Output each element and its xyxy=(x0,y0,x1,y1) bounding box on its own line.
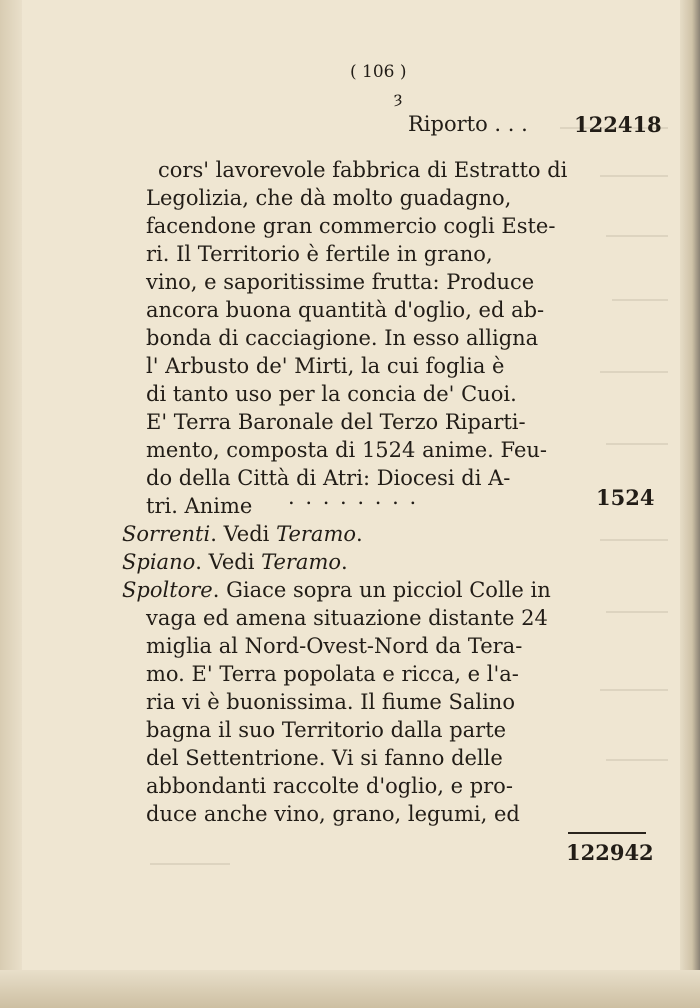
entry-spiano xyxy=(122,548,348,576)
entry-term: Spoltore xyxy=(122,578,213,602)
entry-ref: Teramo xyxy=(261,550,342,574)
body-line: do della Città di Atri: Diocesi di A- xyxy=(146,466,511,490)
carried-forward-value: 122418 xyxy=(574,112,662,137)
leader-dots: . . . . . . . . xyxy=(288,485,419,509)
body-line: bagna il suo Territorio dalla parte xyxy=(146,718,507,742)
total-rule xyxy=(568,832,646,834)
entry-spoltore xyxy=(122,576,551,604)
body-line: di tanto uso per la concia de' Cuoi. xyxy=(146,382,517,406)
entry-text: . Giace sopra un picciol Colle in xyxy=(212,578,551,602)
body-line: ria vi è buonissima. Il fiume Salino xyxy=(146,690,515,714)
running-total: 122942 xyxy=(566,840,654,865)
entry-end: . xyxy=(341,550,348,574)
body-line: vaga ed amena situazione distante 24 xyxy=(146,606,548,630)
page-number: ( 106 ) xyxy=(350,62,407,82)
body-line: vino, e saporitissime frutta: Produce xyxy=(146,270,535,294)
body-line: mento, composta di 1524 anime. Feu- xyxy=(146,438,547,462)
body-line: Legolizia, che dà molto guadagno, xyxy=(146,186,512,210)
entry-text: . Vedi xyxy=(210,522,277,546)
body-line: l' Arbusto de' Mirti, la cui foglia è xyxy=(146,354,505,378)
body-line: E' Terra Baronale del Terzo Riparti- xyxy=(146,410,526,434)
body-line: miglia al Nord-Ovest-Nord da Tera- xyxy=(146,634,523,658)
entry-sorrenti xyxy=(122,520,363,548)
entry-end: . xyxy=(356,522,363,546)
body-line: abbondanti raccolte d'oglio, e pro- xyxy=(146,774,513,798)
body-line: facendone gran commercio cogli Este- xyxy=(146,214,556,238)
body-line: bonda di cacciagione. In esso alligna xyxy=(146,326,539,350)
entry-text: . Vedi xyxy=(195,550,262,574)
carried-forward-label: Riporto . . . xyxy=(408,112,528,136)
entry-ref: Teramo xyxy=(276,522,356,546)
population-amount: 1524 xyxy=(596,485,655,510)
body-line: cors' lavorevole fabbrica di Estratto di xyxy=(158,158,568,182)
entry-term: Sorrenti xyxy=(122,522,211,546)
body-line: tri. Anime xyxy=(146,494,253,518)
body-line: ancora buona quantità d'oglio, ed ab- xyxy=(146,298,545,322)
entry-term: Spiano xyxy=(122,550,196,574)
signature-mark: ȝ xyxy=(394,88,403,107)
body-line: ri. Il Territorio è fertile in grano, xyxy=(146,242,493,266)
body-line: del Settentrione. Vi si fanno delle xyxy=(146,746,503,770)
body-line: duce anche vino, grano, legumi, ed xyxy=(146,802,520,826)
body-line: mo. E' Terra popolata e ricca, e l'a- xyxy=(146,662,519,686)
